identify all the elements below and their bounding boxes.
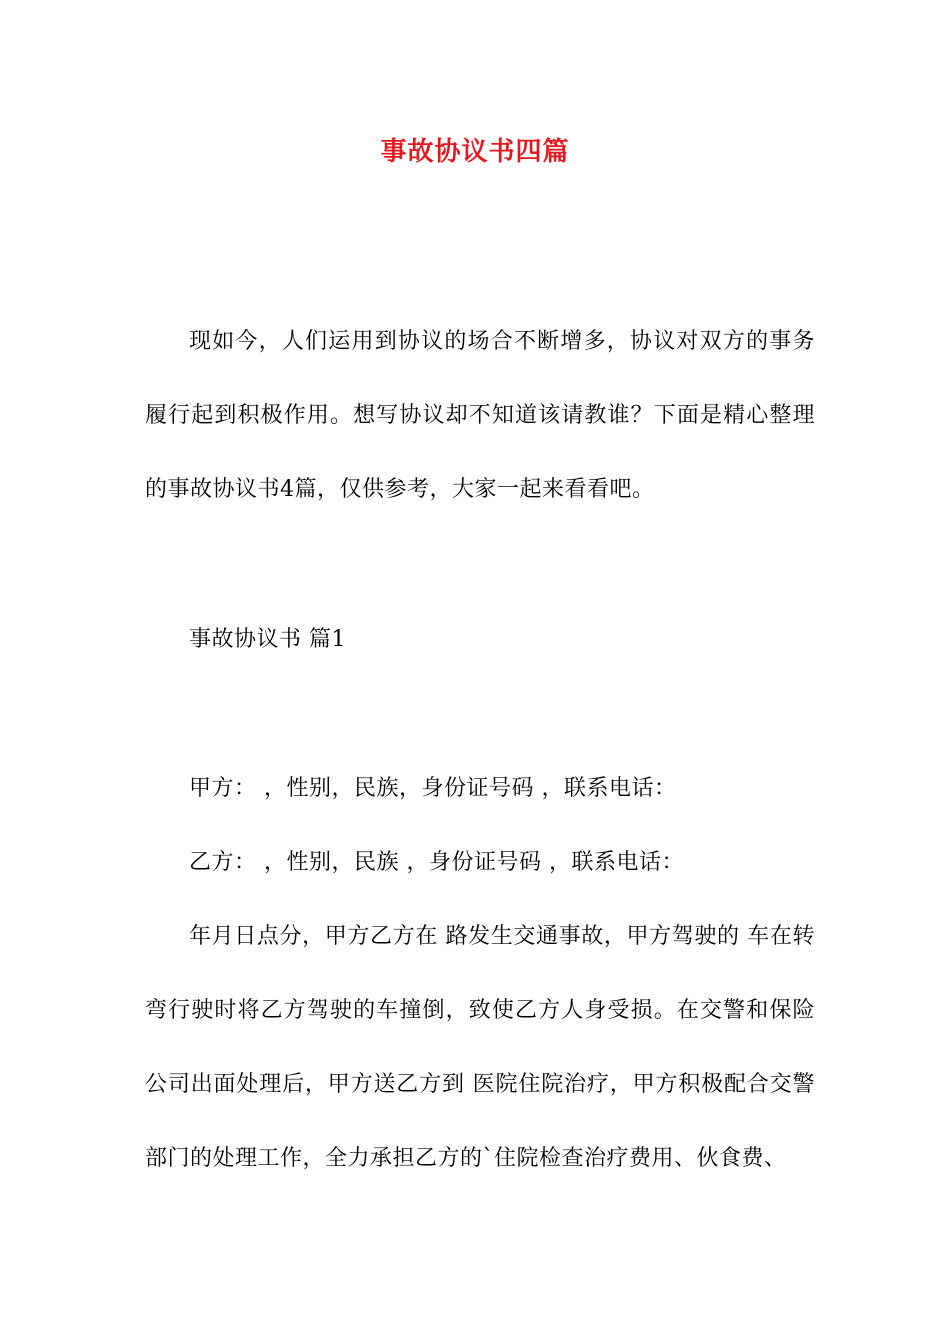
party-b-line: 乙方： ，性别，民族 ，身份证号码 ，联系电话：	[189, 850, 684, 875]
section-heading: 事故协议书 篇1	[189, 627, 346, 652]
party-a-line: 甲方： ，性别，民族，身份证号码 ，联系电话：	[189, 776, 677, 801]
body-paragraph: 年月日点分，甲方乙方在 路发生交通事故，甲方驾驶的 车在转弯行驶时将乙方驾驶的车撞倒，致使乙方人身受损。在交警和保险公司出面处理后，甲方送乙方到 医院住院治疗，甲方积极配合交警部门的处理工作，全力承担乙方的`住院检查治疗费用、伙食费、	[145, 924, 815, 1171]
intro-paragraph: 现如今，人们运用到协议的场合不断增多，协议对双方的事务履行起到积极作用。想写协议却不知道该请教谁？下面是精心整理的事故协议书4篇，仅供参考，大家一起来看看吧。	[145, 329, 815, 502]
document-title: 事故协议书四篇	[380, 137, 570, 167]
